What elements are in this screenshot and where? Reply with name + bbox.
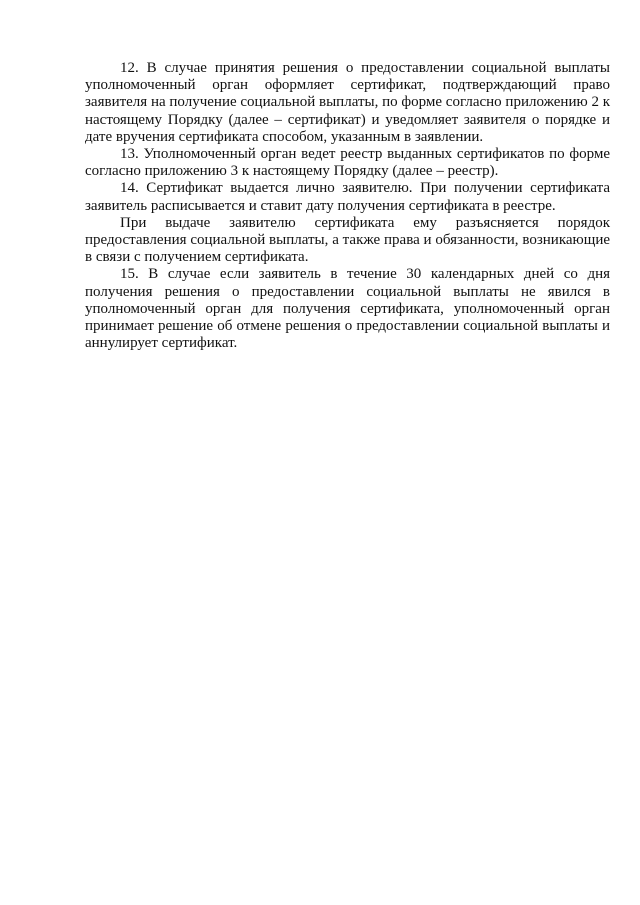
paragraph-13: 13. Уполномоченный орган ведет реестр выданных сертификатов по форме согласно приложению 3 к настоящему Порядку (далее – реестр). — [85, 146, 610, 180]
document-body — [85, 60, 610, 352]
paragraph-14: 14. Сертификат выдается лично заявителю. При получении сертификата заявитель расписывается и ставит дату получения сертификата в реестре. — [85, 180, 610, 214]
paragraph-14-continuation: При выдаче заявителю сертификата ему разъясняется порядок предоставления социальной выплаты, а также права и обязанности, возникающие в связи с получением сертификата. — [85, 214, 610, 266]
paragraph-12: 12. В случае принятия решения о предоставлении социальной выплаты уполномоченный орган оформляет сертификат, подтверждающий право заявителя на получение социальной выплаты, по форме согласно приложению 2 к настоящему Порядку (далее – сертификат) и уведомляет заявителя о порядке и дате вручения сертификата способом, указанным в заявлении. — [85, 60, 610, 145]
paragraph-15: 15. В случае если заявитель в течение 30 календарных дней со дня получения решения о предоставлении социальной выплаты не явился в уполномоченный орган для получения сертификата, уполномоченный орган принимает решение об отмене решения о предоставлении социальной выплаты и аннулирует сертификат. — [85, 266, 610, 352]
